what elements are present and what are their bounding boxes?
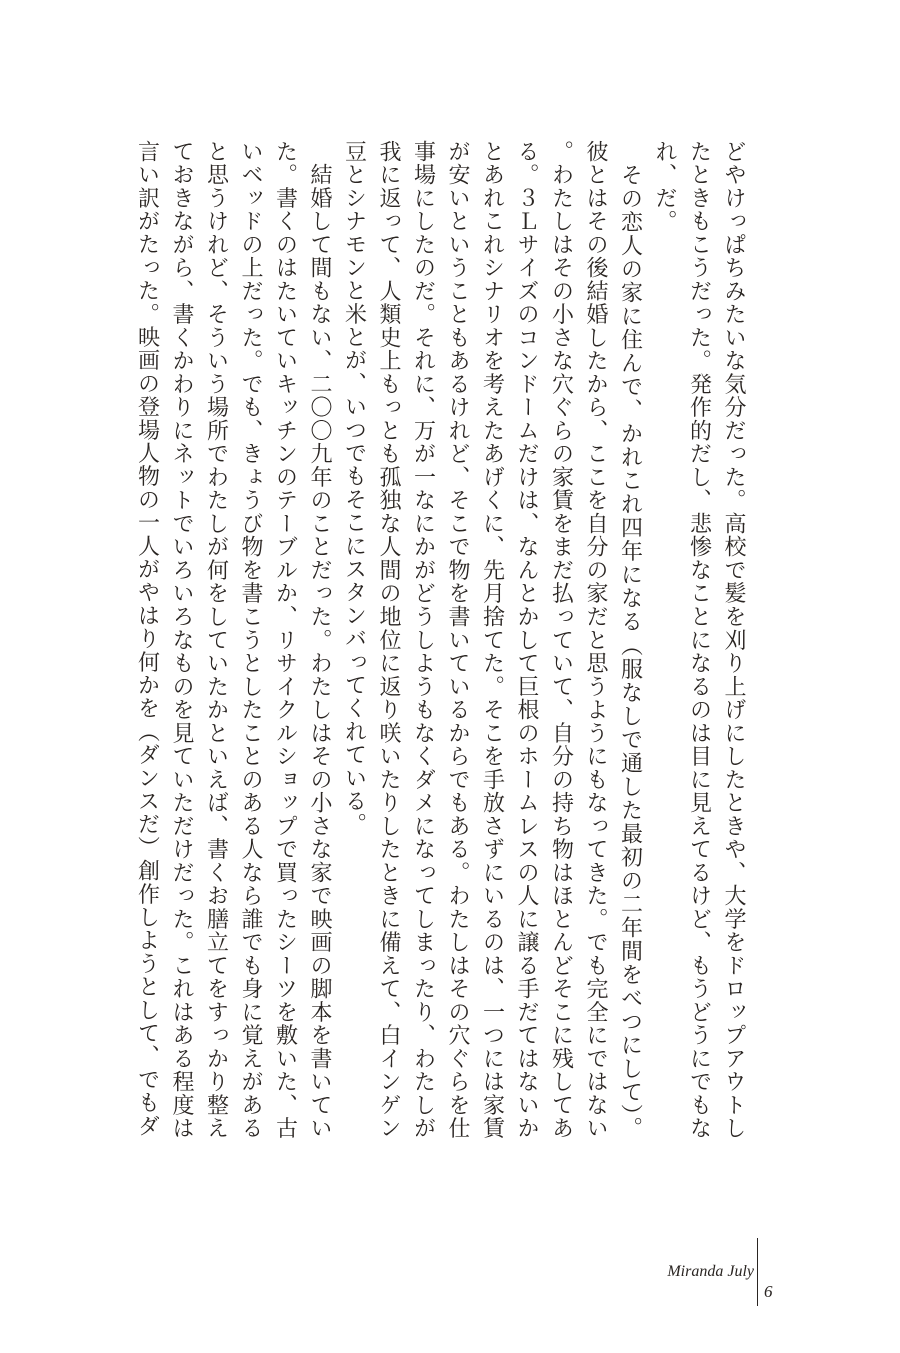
page-number: 6: [764, 1282, 773, 1301]
vertical-body-text: どやけっぱちみたいな気分だった。高校で髪を刈り上げにしたときや、大学をドロップアウトしたときもこうだった。発作的だし、悲惨なことになるのは目に見えてるけど、もうどうにでもなれ、だ。 その恋人の家に住んで、かれこれ四年になる（服なしで通した最初の二年間をべつにして）。彼とはその後結婚したから、ここを自分の家だと思うようにもなってきた。でも完全にではない。わたしはその小さな穴ぐらの家賃をまだ払っていて、自分の持ち物はほとんどそこに残してある。３Ｌサイズのコンドームだけは、なんとかして巨根のホームレスの人に譲る手だてはないかとあれこれシナリオを考えたあげくに、先月捨てた。そこを手放さずにいるのは、一つには家賃が安いということもあるけれど、そこで物を書いているからでもある。わたしはその穴ぐらを仕事場にしたのだ。それに、万が一なにかがどうしようもなくダメになってしまったり、わたしが我に返って、人類史上もっとも孤独な人間の地位に返り咲いたりしたときに備えて、白インゲン豆とシナモンと米とが、いつでもそこにスタンバってくれている。 結婚して間もない、二〇〇九年のことだった。わたしはその小さな家で映画の脚本を書いていた。書くのはたいていキッチンのテーブルか、リサイクルショップで買ったシーツを敷いた、古いベッドの上だった。でも、きょうび物を書こうとしたことのある人なら誰でも身に覚えがあると思うけれど、そういう場所でわたしが何をしていたかといえば、書くお膳立てをすっかり整えておきながら、書くかわりにネットでいろいろなものを見ていただけだった。これはある程度は言い訳がたった。映画の登場人物の一人がやはり何かを（ダンスだ）創作しようとして、でもダ: [134, 140, 746, 1140]
page-footer: [600, 1238, 800, 1318]
footer-author-name: Miranda July: [667, 1263, 754, 1280]
footer-divider: [757, 1238, 758, 1306]
